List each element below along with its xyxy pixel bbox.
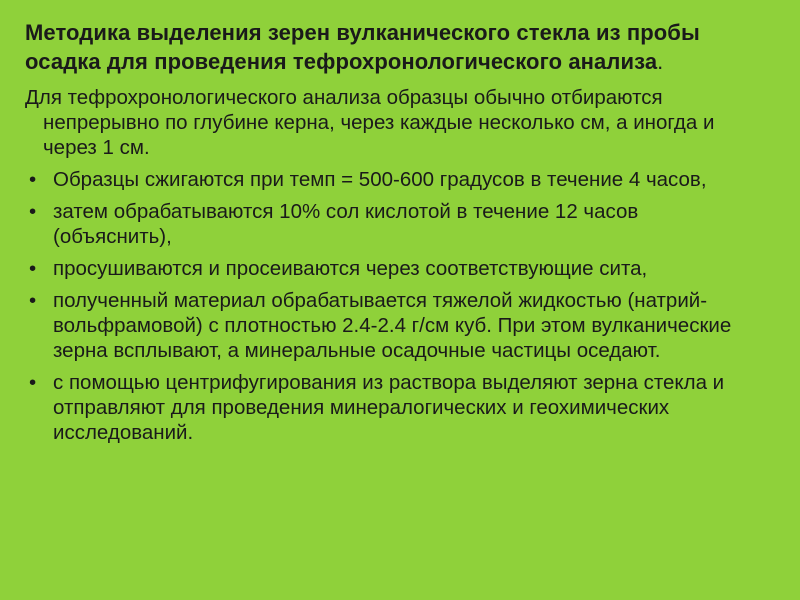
bullet-item	[25, 167, 760, 192]
bullet-dot-icon: •	[29, 289, 37, 312]
bullet-dot-icon: •	[29, 168, 37, 191]
bullet-item	[25, 199, 760, 249]
bullet-item	[25, 256, 760, 281]
bullet-text: Образцы сжигаются при темп = 500-600 градусов в течение 4 часов,	[53, 168, 707, 191]
slide-title	[25, 18, 760, 76]
bullet-text: просушиваются и просеиваются через соответствующие сита,	[53, 257, 648, 280]
bullet-text: с помощью центрифугирования из раствора выделяют зерна стекла и отправляют для проведения минералогических и геохимических исследований.	[53, 371, 725, 444]
bullet-list	[25, 167, 760, 445]
bullet-item	[25, 288, 760, 363]
intro-paragraph: Для тефрохронологического анализа образцы обычно отбираются непрерывно по глубине керна, через каждые несколько см, а иногда и через 1 см.	[25, 86, 715, 159]
bullet-dot-icon: •	[29, 200, 37, 223]
slide-title-text: Методика выделения зерен вулканического стекла из пробы осадка для проведения тефрохронологического анализа	[25, 20, 700, 74]
bullet-text: полученный материал обрабатывается тяжелой жидкостью (натрий-вольфрамовой) с плотностью 2.4-2.4 г/см куб. При этом вулканические зерна всплывают, а минеральные осадочные частицы оседают.	[53, 289, 732, 362]
bullet-dot-icon: •	[29, 371, 37, 394]
slide-title-period: .	[657, 49, 664, 74]
bullet-text: затем обрабатываются 10% сол кислотой в течение 12 часов (объяснить),	[53, 200, 639, 248]
bullet-item	[25, 370, 760, 445]
bullet-dot-icon: •	[29, 257, 37, 280]
